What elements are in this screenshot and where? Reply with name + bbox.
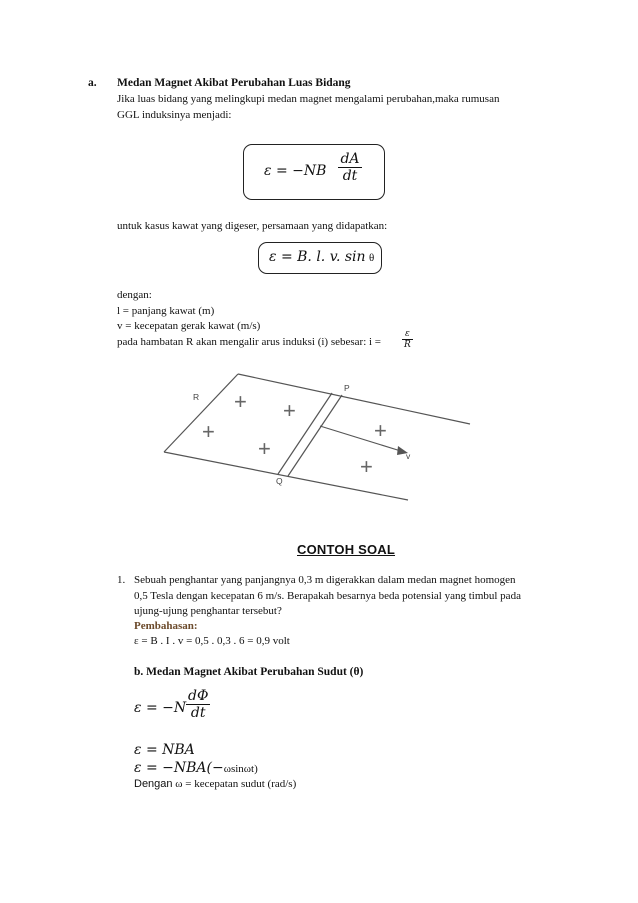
pembahasan-label: Pembahasan: <box>134 620 198 632</box>
plus-sign: + <box>360 454 373 479</box>
formula-1-numerator: dA <box>340 151 360 167</box>
intro-line-2: GGL induksinya menjadi: <box>117 109 232 121</box>
definition-l: l = panjang kawat (m) <box>117 305 215 317</box>
rail-top <box>238 374 470 424</box>
velocity-arrow-line <box>320 426 404 452</box>
formula-1-lhs: ε = −NB <box>264 163 327 179</box>
current-numerator: ε <box>402 329 413 340</box>
dengan-prefix: Dengan <box>134 778 173 790</box>
formula-3-denominator: dt <box>190 705 206 722</box>
label-r: R <box>193 392 200 402</box>
label-v: v <box>406 451 411 461</box>
intro-line-1: Jika luas bidang yang melingkupi medan magnet mengalami perubahan,maka rumusan <box>117 93 500 105</box>
formula-5-tail: ωsinωt) <box>223 763 258 775</box>
plus-sign: + <box>374 418 387 443</box>
wire-text: untuk kasus kawat yang digeser, persamaan yang didapatkan: <box>117 220 388 232</box>
plus-sign: + <box>202 419 215 444</box>
dengan-label: dengan: <box>117 289 152 301</box>
formula-3-numerator: dΦ <box>188 688 209 704</box>
contoh-soal-heading: CONTOH SOAL <box>297 542 396 557</box>
section-a-title: Medan Magnet Akibat Perubahan Luas Bidang <box>117 77 351 89</box>
formula-1-denominator: dt <box>342 168 358 185</box>
plus-sign: + <box>258 436 271 461</box>
formula-1-fraction <box>336 151 364 184</box>
current-text: pada hambatan R akan mengalir arus induksi (i) sebesar: i = <box>117 336 382 348</box>
formula-3-fraction <box>186 688 210 721</box>
question-line-3: ujung-ujung penghantar tersebut? <box>134 605 282 617</box>
current-fraction <box>402 329 413 351</box>
plus-sign: + <box>283 398 296 423</box>
section-a-label: a. <box>88 77 97 89</box>
omega-definition <box>134 778 296 790</box>
section-b-title: b. Medan Magnet Akibat Perubahan Sudut (θ) <box>134 666 364 678</box>
formula-5 <box>134 760 258 777</box>
formula-2 <box>269 249 374 266</box>
question-number: 1. <box>117 574 126 586</box>
wire-pq-right <box>288 395 342 476</box>
omega-definition-text: ω = kecepatan sudut (rad/s) <box>175 778 297 790</box>
current-denominator: R <box>404 340 411 351</box>
formula-box-2 <box>258 242 382 274</box>
moving-wire-diagram <box>160 366 480 506</box>
formula-2-main: ε = B. l. v. sin <box>269 249 366 265</box>
formula-4: ε = NBA <box>134 742 195 758</box>
formula-3-lhs: ε = −N <box>134 700 187 716</box>
question-line-2: 0,5 Tesla dengan kecepatan 6 m/s. Berapakah besarnya beda potensial yang timbul pada <box>134 590 521 602</box>
pembahasan-calculation: ε = B . I . v = 0,5 . 0,3 . 6 = 0,9 volt <box>134 635 290 647</box>
definition-v: v = kecepatan gerak kawat (m/s) <box>117 320 261 332</box>
plus-sign: + <box>234 389 247 414</box>
formula-box-1 <box>243 144 385 200</box>
label-p: P <box>344 383 350 393</box>
rail-left <box>164 374 238 452</box>
formula-5-main: ε = −NBA(− <box>134 760 224 776</box>
formula-2-theta: θ <box>369 252 375 264</box>
question-line-1: Sebuah penghantar yang panjangnya 0,3 m digerakkan dalam medan magnet homogen <box>134 574 516 586</box>
label-q: Q <box>276 476 283 486</box>
